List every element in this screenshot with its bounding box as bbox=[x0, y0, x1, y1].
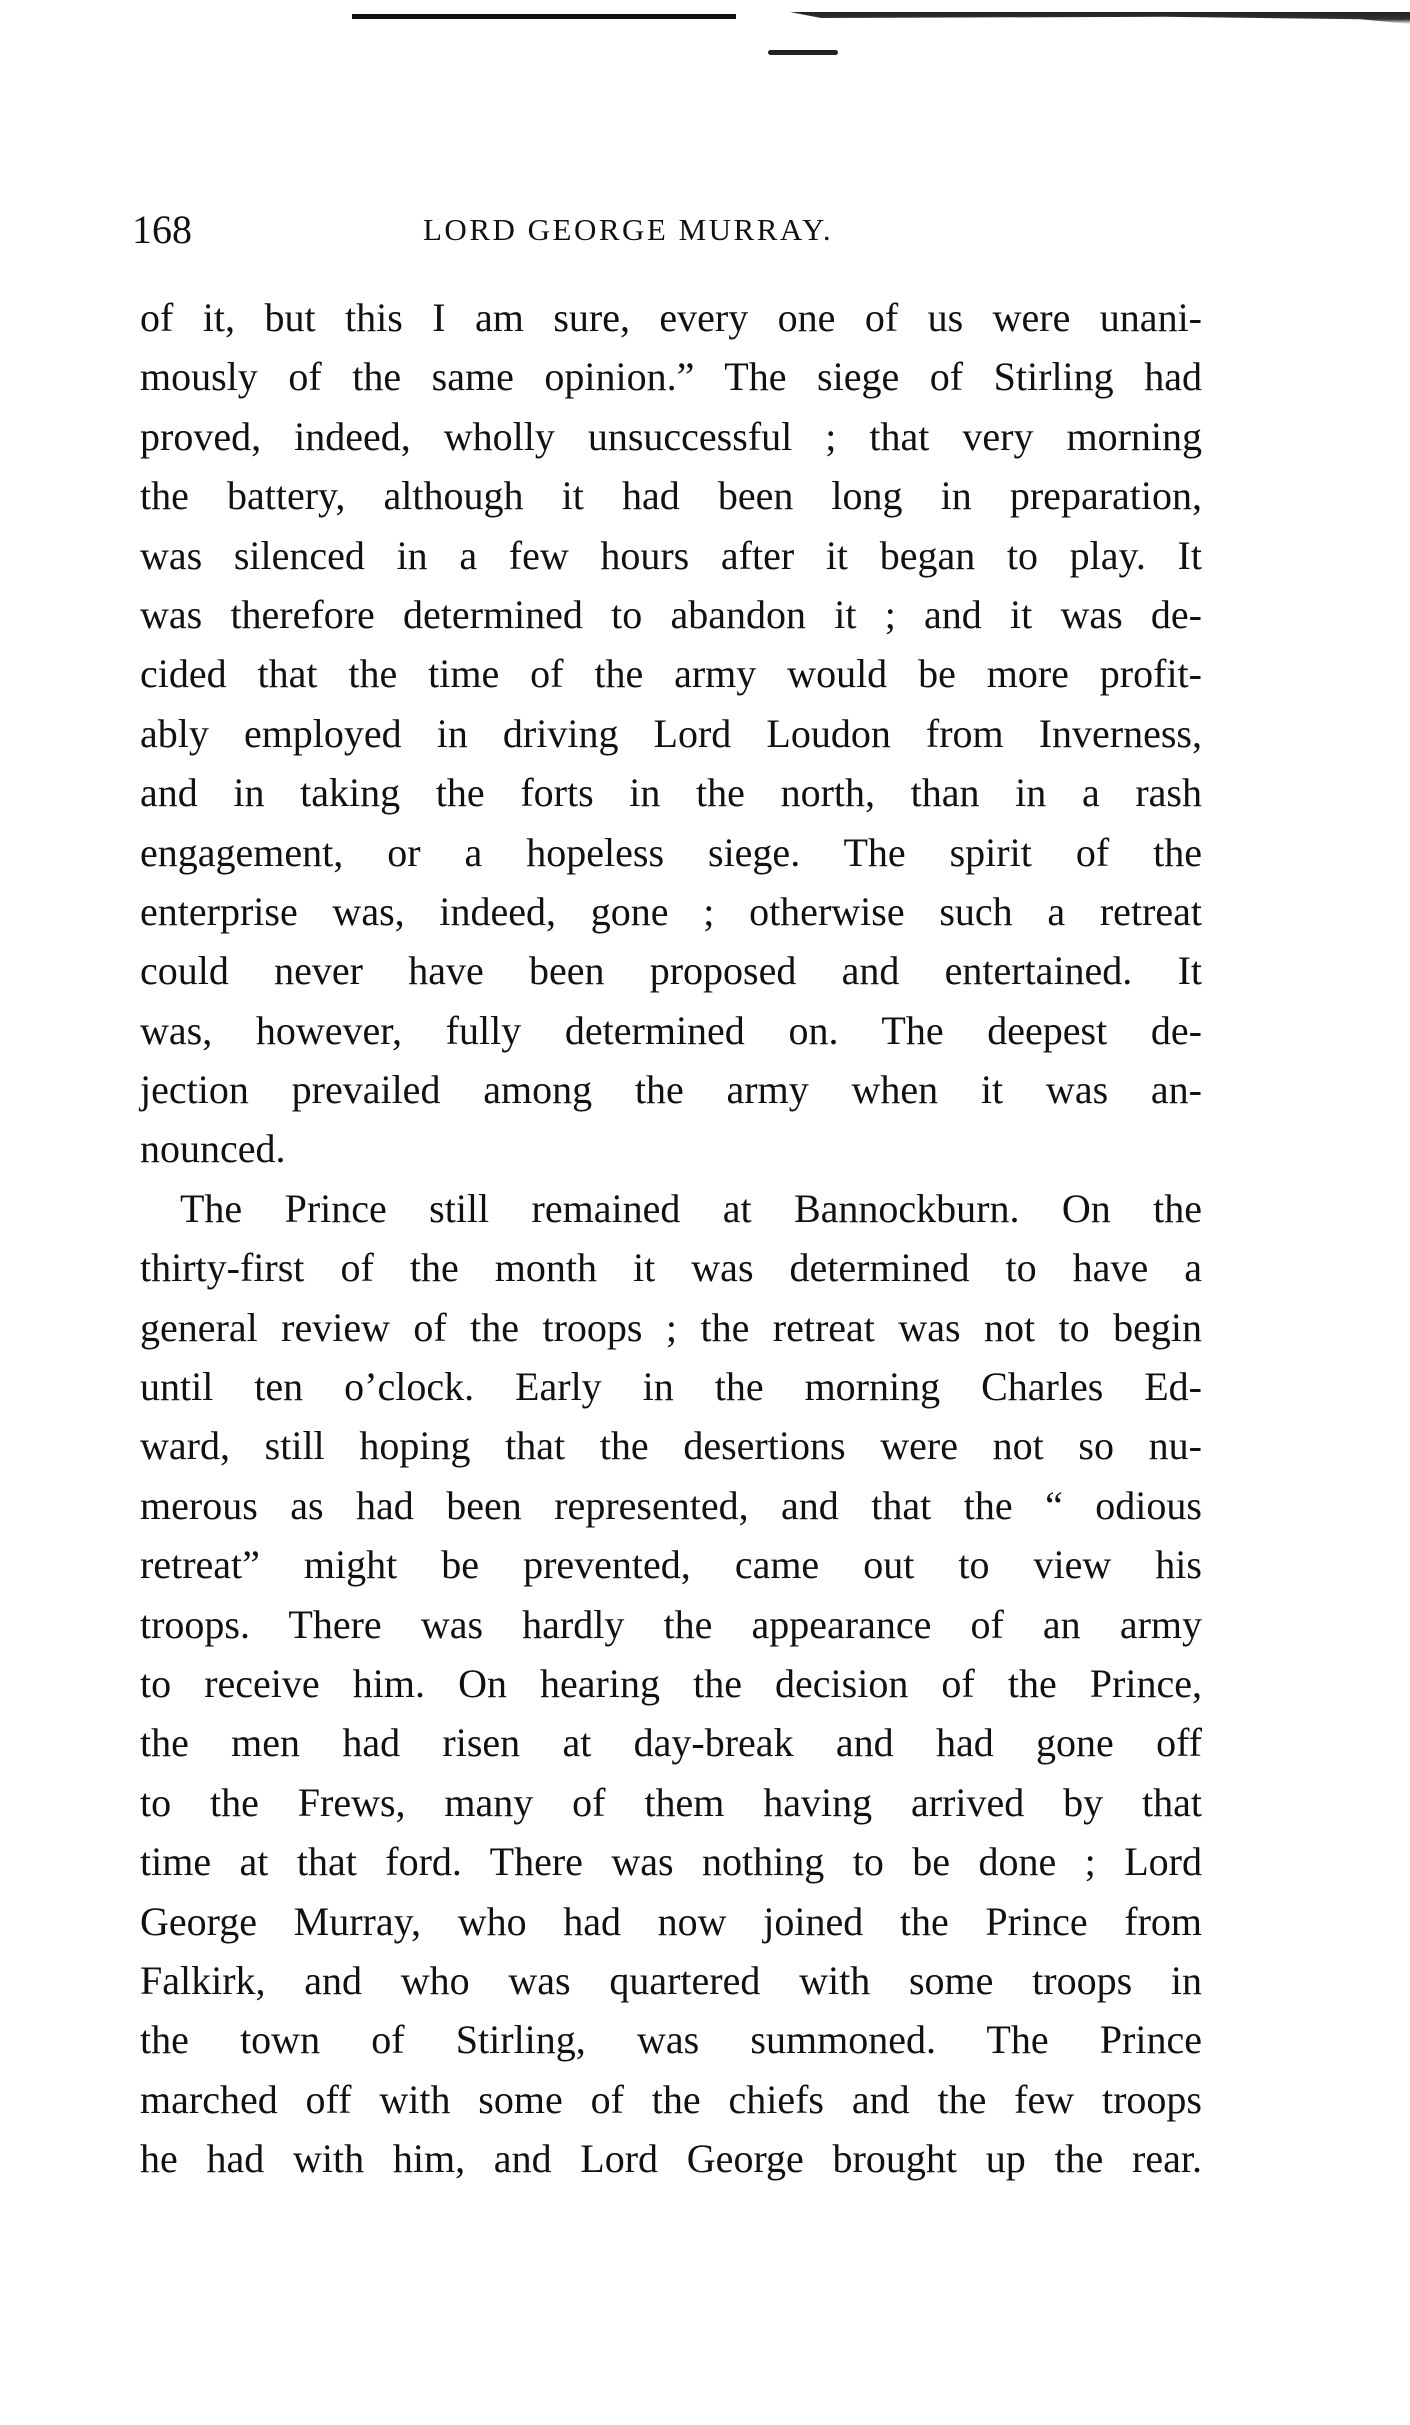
scan-edge-mark bbox=[352, 14, 736, 19]
text-line: troops. There was hardly the appearance of an army bbox=[140, 1601, 1202, 1647]
text-line: until ten o’clock. Early in the morning Charles Ed- bbox=[140, 1364, 1202, 1410]
text-line: to receive him. On hearing the decision of the Prince, bbox=[140, 1660, 1202, 1706]
text-line: to the Frews, many of them having arrived by that bbox=[140, 1779, 1202, 1825]
text-line: the men had risen at day-break and had gone off bbox=[140, 1720, 1202, 1766]
text-line: the town of Stirling, was summoned. The Prince bbox=[140, 2017, 1202, 2063]
text-line: was, however, fully determined on. The deepest de- bbox=[140, 1007, 1202, 1053]
text-line: ably employed in driving Lord Loudon from Inverness, bbox=[140, 710, 1202, 756]
text-line: ward, still hoping that the desertions were not so nu- bbox=[140, 1423, 1202, 1469]
scan-edge-mark bbox=[790, 12, 1410, 24]
page-header bbox=[132, 206, 1202, 256]
text-line: could never have been proposed and entertained. It bbox=[140, 948, 1202, 994]
text-line: was silenced in a few hours after it began to play. It bbox=[140, 532, 1202, 578]
text-line: The Prince still remained at Bannockburn. On the bbox=[180, 1185, 1202, 1231]
text-line: time at that ford. There was nothing to be done ; Lord bbox=[140, 1839, 1202, 1885]
running-title: LORD GEORGE MURRAY. bbox=[423, 212, 834, 247]
text-line: he had with him, and Lord George brought up the rear. bbox=[140, 2136, 1202, 2182]
text-line: was therefore determined to abandon it ; and it was de- bbox=[140, 591, 1202, 637]
text-line: mously of the same opinion.” The siege of Stirling had bbox=[140, 354, 1202, 400]
text-line: cided that the time of the army would be more profit- bbox=[140, 651, 1202, 697]
text-line: Falkirk, and who was quartered with some troops in bbox=[140, 1957, 1202, 2003]
text-line: enterprise was, indeed, gone ; otherwise such a retreat bbox=[140, 888, 1202, 934]
text-line: engagement, or a hopeless siege. The spirit of the bbox=[140, 829, 1202, 875]
text-line: proved, indeed, wholly unsuccessful ; that very morning bbox=[140, 413, 1202, 459]
text-line: thirty-first of the month it was determined to have a bbox=[140, 1245, 1202, 1291]
text-line: retreat” might be prevented, came out to view his bbox=[140, 1542, 1202, 1588]
text-line: and in taking the forts in the north, than in a rash bbox=[140, 770, 1202, 816]
paragraph bbox=[140, 288, 1202, 1179]
text-line: jection prevailed among the army when it was an- bbox=[140, 1067, 1202, 1113]
text-line: nounced. bbox=[140, 1126, 286, 1172]
text-line: merous as had been represented, and that the “ odious bbox=[140, 1482, 1202, 1528]
text-line: George Murray, who had now joined the Prince from bbox=[140, 1898, 1202, 1944]
text-line: the battery, although it had been long in preparation, bbox=[140, 473, 1202, 519]
text-line: marched off with some of the chiefs and the few troops bbox=[140, 2076, 1202, 2122]
text-line: general review of the troops ; the retreat was not to begin bbox=[140, 1304, 1202, 1350]
paragraph bbox=[140, 1179, 1202, 2189]
text-line: of it, but this I am sure, every one of us were unani- bbox=[140, 295, 1202, 340]
scan-smudge bbox=[768, 50, 838, 55]
page-number: 168 bbox=[132, 207, 192, 252]
page-body bbox=[140, 288, 1202, 2189]
